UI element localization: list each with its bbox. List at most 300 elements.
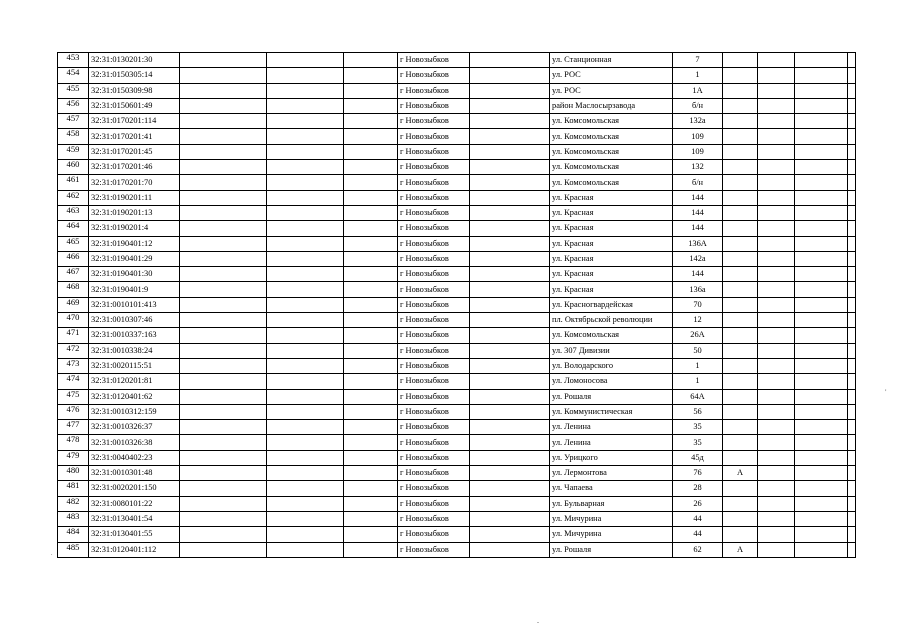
cell-cad: 32:31:0120401:112 [89, 542, 180, 557]
cell-empty [795, 542, 848, 557]
cell-street: ул. Ленина [550, 420, 673, 435]
cell-lit [723, 358, 758, 373]
cell-n: 481 [58, 481, 89, 496]
cell-empty [758, 527, 795, 542]
table-row [58, 313, 856, 328]
cell-empty [758, 175, 795, 190]
cell-empty [344, 358, 398, 373]
table-row [58, 511, 856, 526]
cell-empty [758, 313, 795, 328]
cell-empty [470, 389, 550, 404]
cell-empty [267, 420, 344, 435]
cell-empty [758, 496, 795, 511]
cell-empty [795, 374, 848, 389]
cell-empty [848, 542, 856, 557]
cell-street: ул. Володарского [550, 358, 673, 373]
cell-empty [267, 511, 344, 526]
cell-empty [470, 343, 550, 358]
cell-empty [848, 374, 856, 389]
cell-city: г Новозыбков [398, 466, 470, 481]
cell-city: г Новозыбков [398, 496, 470, 511]
cell-empty [180, 358, 267, 373]
cell-empty [795, 481, 848, 496]
cell-empty [344, 205, 398, 220]
cell-cad: 32:31:0120401:62 [89, 389, 180, 404]
cell-lit [723, 389, 758, 404]
cell-empty [344, 389, 398, 404]
cell-cad: 32:31:0150309:98 [89, 83, 180, 98]
cell-city: г Новозыбков [398, 267, 470, 282]
cell-lit [723, 68, 758, 83]
cell-lit [723, 404, 758, 419]
cell-cad: 32:31:0010326:37 [89, 420, 180, 435]
cell-n: 475 [58, 389, 89, 404]
cell-empty [470, 496, 550, 511]
cell-empty [795, 358, 848, 373]
cell-empty [180, 542, 267, 557]
cell-empty [344, 313, 398, 328]
cell-empty [344, 404, 398, 419]
cell-empty [848, 343, 856, 358]
cell-empty [470, 144, 550, 159]
table-row [58, 450, 856, 465]
table-row [58, 83, 856, 98]
cell-empty [180, 404, 267, 419]
cell-house: 1 [673, 374, 723, 389]
cell-n: 470 [58, 313, 89, 328]
cell-empty [758, 435, 795, 450]
cell-empty [267, 267, 344, 282]
cell-empty [848, 511, 856, 526]
cell-empty [758, 282, 795, 297]
cell-empty [180, 83, 267, 98]
table-row [58, 251, 856, 266]
cell-cad: 32:31:0010312:159 [89, 404, 180, 419]
cell-lit [723, 221, 758, 236]
cell-lit [723, 511, 758, 526]
cell-empty [267, 542, 344, 557]
cell-empty [758, 542, 795, 557]
cell-house: б/н [673, 175, 723, 190]
table-row [58, 221, 856, 236]
cell-city: г Новозыбков [398, 358, 470, 373]
cell-street: ул. Красная [550, 205, 673, 220]
cell-city: г Новозыбков [398, 481, 470, 496]
table-row [58, 343, 856, 358]
cell-empty [848, 160, 856, 175]
cell-house: б/н [673, 98, 723, 113]
cell-empty [470, 435, 550, 450]
cell-lit [723, 435, 758, 450]
cell-house: 45д [673, 450, 723, 465]
cell-empty [795, 98, 848, 113]
cell-empty [267, 389, 344, 404]
cell-house: 12 [673, 313, 723, 328]
cell-city: г Новозыбков [398, 129, 470, 144]
cell-empty [795, 267, 848, 282]
table-row [58, 328, 856, 343]
cell-city: г Новозыбков [398, 542, 470, 557]
cell-empty [795, 343, 848, 358]
cell-empty [470, 68, 550, 83]
cell-empty [180, 313, 267, 328]
cell-empty [180, 129, 267, 144]
table-row [58, 53, 856, 68]
cell-empty [267, 221, 344, 236]
cell-n: 478 [58, 435, 89, 450]
cell-lit [723, 144, 758, 159]
cell-empty [758, 205, 795, 220]
cell-city: г Новозыбков [398, 420, 470, 435]
cell-cad: 32:31:0130401:55 [89, 527, 180, 542]
table-row [58, 374, 856, 389]
cell-empty [470, 450, 550, 465]
table-row [58, 175, 856, 190]
cell-empty [470, 374, 550, 389]
table-row [58, 144, 856, 159]
cell-street: ул. Коммунистическая [550, 404, 673, 419]
cell-n: 467 [58, 267, 89, 282]
cell-empty [180, 53, 267, 68]
cell-n: 477 [58, 420, 89, 435]
cell-cad: 32:31:0120201:81 [89, 374, 180, 389]
table-row [58, 542, 856, 557]
cell-city: г Новозыбков [398, 114, 470, 129]
cell-house: 44 [673, 511, 723, 526]
cell-street: ул. Комсомольская [550, 144, 673, 159]
cell-street: ул. Красная [550, 267, 673, 282]
cell-house: 132а [673, 114, 723, 129]
cell-lit [723, 527, 758, 542]
cell-street: ул. Станционная [550, 53, 673, 68]
cell-street: ул. Красная [550, 221, 673, 236]
table-row [58, 68, 856, 83]
cell-n: 468 [58, 282, 89, 297]
cell-empty [267, 435, 344, 450]
cell-empty [795, 313, 848, 328]
cell-empty [267, 328, 344, 343]
cell-empty [267, 114, 344, 129]
cell-empty [795, 129, 848, 144]
cell-empty [344, 175, 398, 190]
cell-empty [795, 450, 848, 465]
cell-house: 136а [673, 282, 723, 297]
cell-empty [470, 313, 550, 328]
cell-street: ул. Красная [550, 282, 673, 297]
cell-empty [848, 435, 856, 450]
cell-empty [344, 251, 398, 266]
cell-street: ул. Ломоносова [550, 374, 673, 389]
cell-empty [795, 435, 848, 450]
table-row [58, 435, 856, 450]
cell-street: ул. Рошаля [550, 389, 673, 404]
cell-empty [470, 160, 550, 175]
cell-empty [267, 450, 344, 465]
cell-empty [470, 190, 550, 205]
cell-empty [795, 83, 848, 98]
cell-lit [723, 481, 758, 496]
cell-empty [267, 68, 344, 83]
scan-mark: , [885, 386, 887, 392]
cell-empty [795, 205, 848, 220]
cell-empty [344, 114, 398, 129]
cell-house: 1А [673, 83, 723, 98]
cell-empty [758, 221, 795, 236]
cell-empty [795, 236, 848, 251]
cell-empty [795, 297, 848, 312]
cell-empty [344, 236, 398, 251]
cell-empty [344, 511, 398, 526]
cell-street: ул. Рошаля [550, 542, 673, 557]
cell-street: ул. 307 Дивизии [550, 343, 673, 358]
cell-empty [848, 267, 856, 282]
cell-empty [795, 251, 848, 266]
cell-empty [795, 144, 848, 159]
cell-cad: 32:31:0150305:14 [89, 68, 180, 83]
cell-n: 473 [58, 358, 89, 373]
cell-city: г Новозыбков [398, 190, 470, 205]
cell-cad: 32:31:0190401:30 [89, 267, 180, 282]
cell-lit [723, 53, 758, 68]
table-row [58, 205, 856, 220]
cell-empty [267, 53, 344, 68]
cell-n: 462 [58, 190, 89, 205]
cell-lit [723, 129, 758, 144]
cell-city: г Новозыбков [398, 313, 470, 328]
cell-empty [795, 175, 848, 190]
cell-empty [180, 251, 267, 266]
table-row [58, 481, 856, 496]
cell-house: 144 [673, 221, 723, 236]
cell-empty [470, 205, 550, 220]
cell-street: ул. Бульварная [550, 496, 673, 511]
cell-house: 50 [673, 343, 723, 358]
cell-house: 1 [673, 358, 723, 373]
cell-cad: 32:31:0010337:163 [89, 328, 180, 343]
cell-n: 454 [58, 68, 89, 83]
cell-n: 465 [58, 236, 89, 251]
cell-lit [723, 328, 758, 343]
table-row [58, 358, 856, 373]
cell-empty [848, 129, 856, 144]
cell-empty [758, 511, 795, 526]
cell-city: г Новозыбков [398, 527, 470, 542]
cell-city: г Новозыбков [398, 297, 470, 312]
cell-empty [795, 282, 848, 297]
cell-empty [180, 175, 267, 190]
cell-empty [758, 236, 795, 251]
cell-cad: 32:31:0190201:13 [89, 205, 180, 220]
cell-city: г Новозыбков [398, 343, 470, 358]
table-row [58, 190, 856, 205]
cell-cad: 32:31:0010301:48 [89, 466, 180, 481]
cell-empty [344, 144, 398, 159]
cell-empty [795, 527, 848, 542]
cell-empty [848, 466, 856, 481]
cell-house: 56 [673, 404, 723, 419]
cell-city: г Новозыбков [398, 68, 470, 83]
cell-cad: 32:31:0190401:29 [89, 251, 180, 266]
cell-empty [758, 114, 795, 129]
cell-empty [758, 328, 795, 343]
cell-empty [758, 83, 795, 98]
cell-empty [795, 496, 848, 511]
cell-empty [758, 466, 795, 481]
cell-empty [758, 144, 795, 159]
cell-cad: 32:31:0040402:23 [89, 450, 180, 465]
cell-empty [470, 267, 550, 282]
cell-street: ул. Комсомольская [550, 328, 673, 343]
cell-cad: 32:31:0170201:45 [89, 144, 180, 159]
cell-lit: А [723, 466, 758, 481]
cell-empty [344, 466, 398, 481]
cell-empty [180, 496, 267, 511]
cell-street: ул. Урицкого [550, 450, 673, 465]
cell-empty [470, 404, 550, 419]
cell-lit [723, 267, 758, 282]
cell-n: 463 [58, 205, 89, 220]
cell-cad: 32:31:0010307:46 [89, 313, 180, 328]
cell-city: г Новозыбков [398, 53, 470, 68]
cell-empty [758, 129, 795, 144]
cell-lit [723, 190, 758, 205]
cell-empty [180, 98, 267, 113]
cell-empty [344, 129, 398, 144]
cell-empty [180, 221, 267, 236]
cell-empty [848, 236, 856, 251]
cell-empty [848, 83, 856, 98]
cell-empty [848, 404, 856, 419]
cell-empty [848, 328, 856, 343]
cell-empty [344, 297, 398, 312]
cell-city: г Новозыбков [398, 221, 470, 236]
cell-empty [180, 389, 267, 404]
cell-city: г Новозыбков [398, 435, 470, 450]
cell-lit [723, 496, 758, 511]
cell-street: район Маслосырзавода [550, 98, 673, 113]
cell-empty [848, 420, 856, 435]
cell-house: 26А [673, 328, 723, 343]
cell-empty [267, 496, 344, 511]
cell-empty [180, 481, 267, 496]
table-row [58, 98, 856, 113]
cell-n: 456 [58, 98, 89, 113]
cell-empty [758, 481, 795, 496]
cell-street: ул. Комсомольская [550, 114, 673, 129]
cell-empty [795, 221, 848, 236]
cell-empty [758, 404, 795, 419]
cell-empty [470, 542, 550, 557]
cell-cad: 32:31:0170201:114 [89, 114, 180, 129]
cell-empty [344, 527, 398, 542]
cell-house: 136А [673, 236, 723, 251]
table-row [58, 527, 856, 542]
cell-city: г Новозыбков [398, 205, 470, 220]
cell-n: 459 [58, 144, 89, 159]
cell-empty [180, 114, 267, 129]
cell-empty [344, 496, 398, 511]
cell-street: ул. РОС [550, 83, 673, 98]
cell-cad: 32:31:0170201:70 [89, 175, 180, 190]
cell-empty [848, 358, 856, 373]
cell-empty [848, 68, 856, 83]
cell-empty [758, 420, 795, 435]
cell-house: 35 [673, 420, 723, 435]
cell-empty [344, 190, 398, 205]
cell-house: 144 [673, 190, 723, 205]
cell-house: 109 [673, 144, 723, 159]
cell-empty [795, 160, 848, 175]
cell-empty [470, 221, 550, 236]
cell-empty [470, 358, 550, 373]
cell-empty [470, 83, 550, 98]
cell-n: 479 [58, 450, 89, 465]
cell-empty [470, 175, 550, 190]
cell-cad: 32:31:0020115:51 [89, 358, 180, 373]
cell-empty [848, 282, 856, 297]
cell-city: г Новозыбков [398, 251, 470, 266]
cell-empty [344, 420, 398, 435]
cell-city: г Новозыбков [398, 511, 470, 526]
cell-empty [795, 328, 848, 343]
cell-lit [723, 236, 758, 251]
cell-empty [180, 420, 267, 435]
cell-empty [267, 98, 344, 113]
cell-empty [758, 190, 795, 205]
cell-street: ул. Комсомольская [550, 175, 673, 190]
cell-lit [723, 297, 758, 312]
cell-empty [848, 450, 856, 465]
cell-city: г Новозыбков [398, 83, 470, 98]
cell-empty [344, 343, 398, 358]
cell-lit [723, 313, 758, 328]
cell-empty [267, 175, 344, 190]
cell-empty [344, 374, 398, 389]
cell-street: ул. Красная [550, 251, 673, 266]
cell-empty [344, 221, 398, 236]
table-row [58, 404, 856, 419]
cell-empty [470, 420, 550, 435]
cell-cad: 32:31:0010326:38 [89, 435, 180, 450]
table-row [58, 420, 856, 435]
cell-empty [848, 313, 856, 328]
cell-empty [180, 144, 267, 159]
cell-city: г Новозыбков [398, 175, 470, 190]
cell-empty [795, 114, 848, 129]
cell-house: 132 [673, 160, 723, 175]
cell-empty [180, 282, 267, 297]
table-row [58, 496, 856, 511]
cell-empty [267, 205, 344, 220]
cell-empty [470, 481, 550, 496]
cell-n: 485 [58, 542, 89, 557]
cell-city: г Новозыбков [398, 389, 470, 404]
cell-empty [848, 175, 856, 190]
cell-empty [470, 251, 550, 266]
cell-empty [267, 160, 344, 175]
cell-empty [180, 466, 267, 481]
cell-empty [180, 297, 267, 312]
cell-cad: 32:31:0020201:150 [89, 481, 180, 496]
cell-n: 458 [58, 129, 89, 144]
cell-empty [470, 328, 550, 343]
cell-empty [470, 511, 550, 526]
cell-empty [758, 297, 795, 312]
cell-empty [758, 160, 795, 175]
cell-house: 1 [673, 68, 723, 83]
cell-city: г Новозыбков [398, 160, 470, 175]
cell-cad: 32:31:0080101:22 [89, 496, 180, 511]
